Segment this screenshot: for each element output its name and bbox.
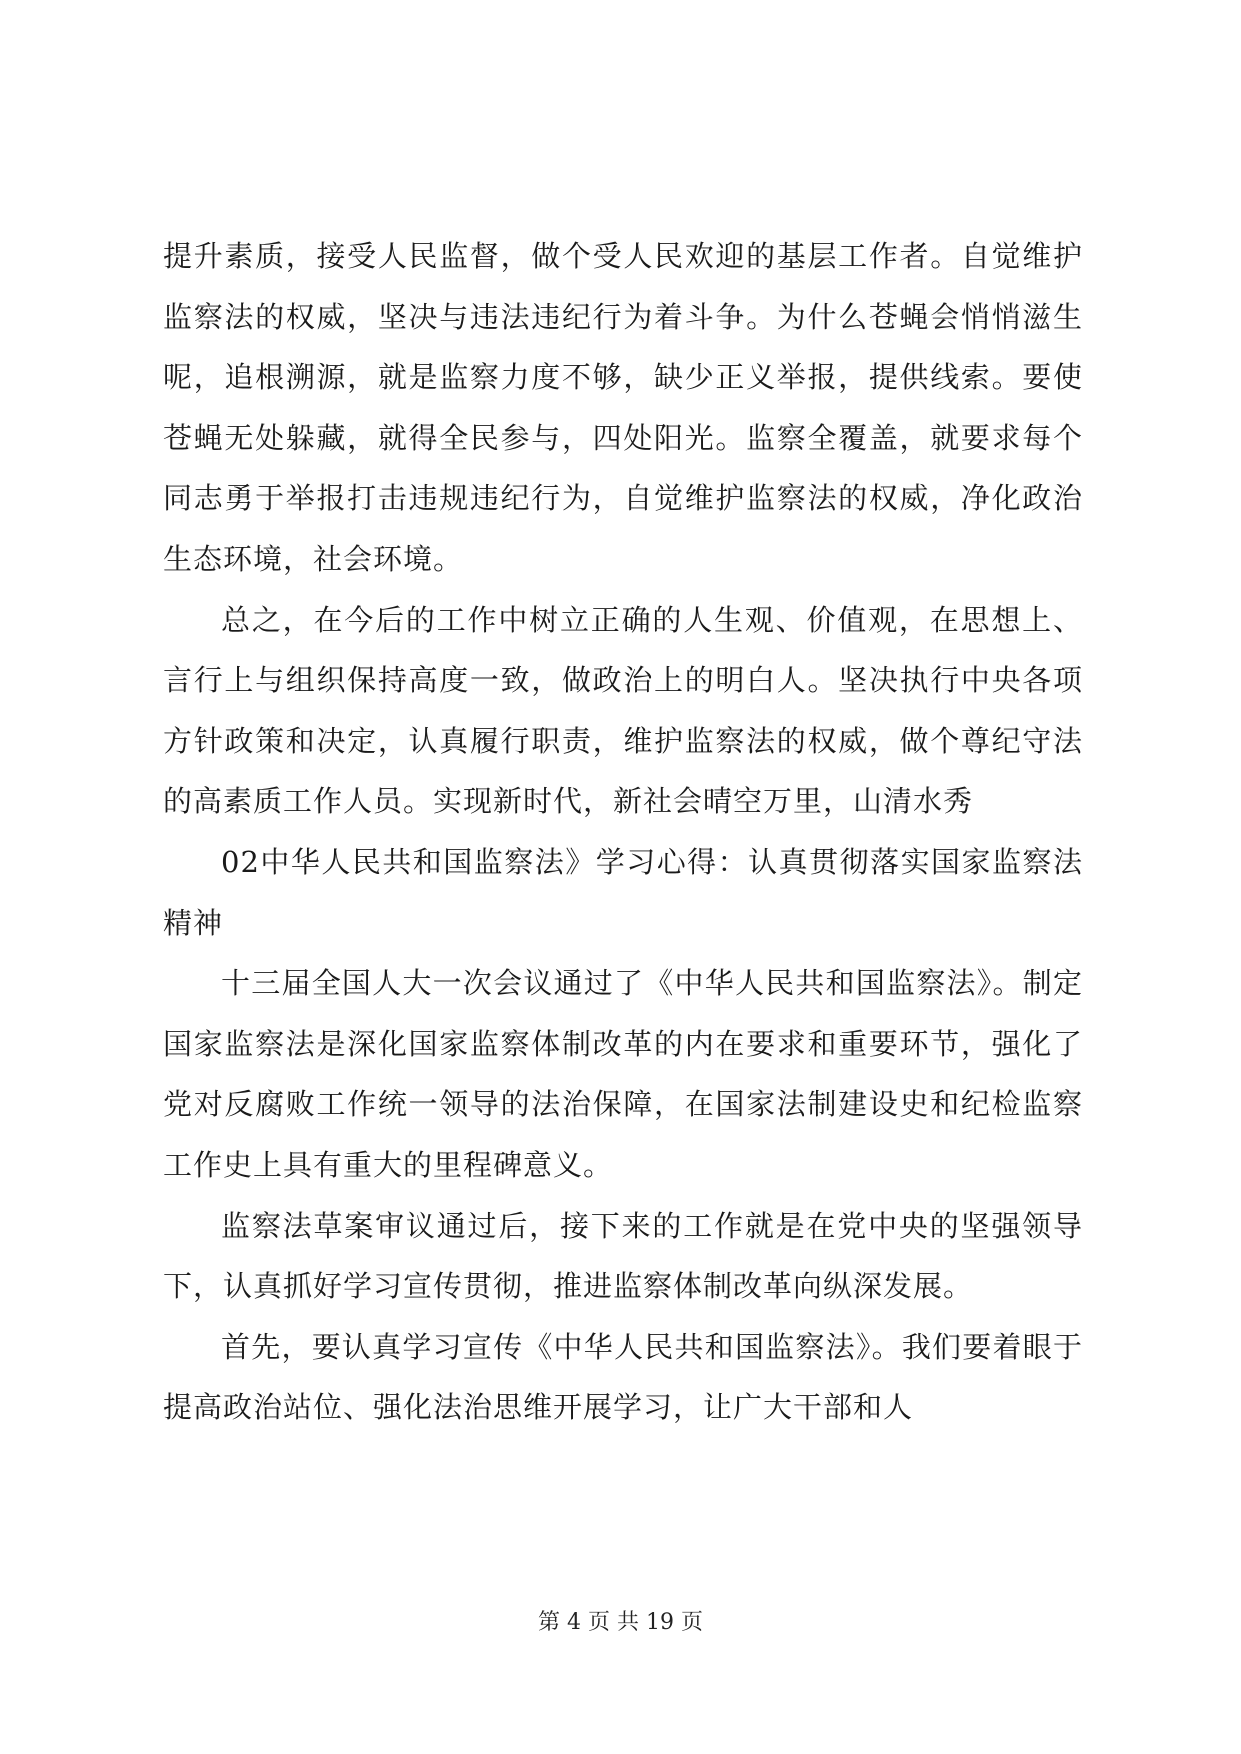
paragraph-continuation: 提升素质，接受人民监督，做个受人民欢迎的基层工作者。自觉维护监察法的权威，坚决与违法违纪行为着斗争。为什么苍蝇会悄悄滋生呢，追根溯源，就是监察力度不够，缺少正义举报，提供线索。要使苍蝇无处躲藏，就得全民参与，四处阳光。监察全覆盖，就要求每个同志勇于举报打击违规违纪行为，自觉维护监察法的权威，净化政治生态环境，社会环境。 — [163, 239, 1083, 576]
page-number-footer: 第 4 页 共 19 页 — [538, 1610, 703, 1635]
section-heading: 02中华人民共和国监察法》学习心得：认真贯彻落实国家监察法精神 — [163, 844, 1083, 940]
document-body — [163, 226, 1083, 1438]
paragraph-next-steps: 监察法草案审议通过后，接下来的工作就是在党中央的坚强领导下，认真抓好学习宣传贯彻，推进监察体制改革向纵深发展。 — [163, 1208, 1083, 1304]
paragraph-conclusion: 总之，在今后的工作中树立正确的人生观、价值观，在思想上、言行上与组织保持高度一致，做政治上的明白人。坚决执行中央各项方针政策和决定，认真履行职责，维护监察法的权威，做个尊纪守法的高素质工作人员。实现新时代，新社会晴空万里，山清水秀 — [163, 602, 1083, 819]
paragraph-intro: 十三届全国人大一次会议通过了《中华人民共和国监察法》。制定国家监察法是深化国家监察体制改革的内在要求和重要环节，强化了党对反腐败工作统一领导的法治保障，在国家法制建设史和纪检监察工作史上具有重大的里程碑意义。 — [163, 966, 1083, 1182]
paragraph-first-point: 首先，要认真学习宣传《中华人民共和国监察法》。我们要着眼于提高政治站位、强化法治思维开展学习，让广大干部和人 — [163, 1329, 1083, 1425]
